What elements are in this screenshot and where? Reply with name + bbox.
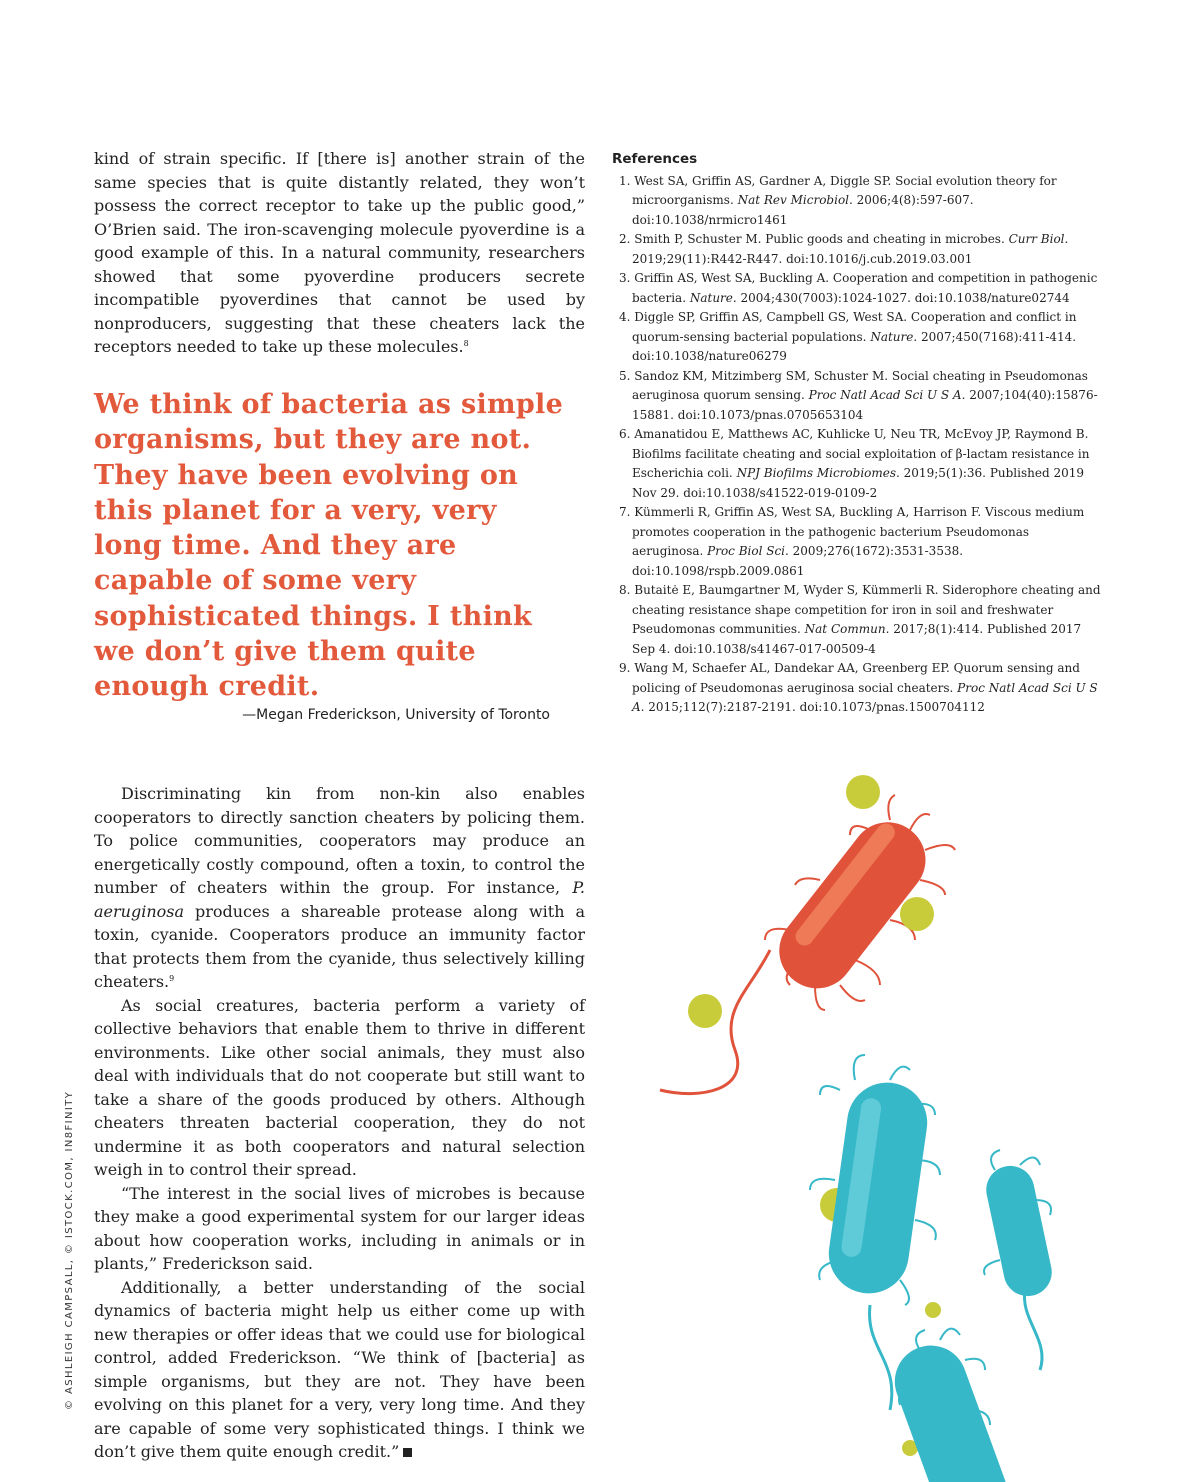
particle-dot (846, 775, 880, 809)
reference-item (612, 230, 1102, 269)
reference-authors-title: 1. West SA, Griffin AS, Gardner A, Diggle SP. Social evolution theory for microorganisms. (619, 173, 1057, 207)
reference-citation[interactable]: 2019;5(1):36. Published 2019 Nov 29. doi:10.1038/s41522-019-0109-2 (632, 466, 1084, 500)
reference-authors-title: 4. Diggle SP, Griffin AS, Campbell GS, West SA. Cooperation and conflict in quorum-sensing bacterial populations. (619, 310, 1077, 344)
references-section (612, 150, 1102, 718)
bacteria-illustration (640, 760, 1180, 1482)
references-heading: References (612, 151, 698, 167)
paragraph (94, 782, 585, 994)
reference-journal: Nat Rev Microbiol. (737, 193, 853, 207)
pull-quote: We think of bacteria as simple organisms, but they are not. They have been evolving on this planet for a very, very long time. And they are capable of some very sophisticated things. I think we don’t give them quite enough credit. (94, 389, 564, 703)
photo-credit: © ASHLEIGH CAMPSALL, © ISTOCK.COM, IN8FINITY (64, 1090, 75, 1410)
red-bacterium-icon (660, 795, 955, 1094)
reference-citation[interactable]: 2006;4(8):597-607. doi:10.1038/nrmicro1461 (632, 193, 974, 227)
paragraph (94, 147, 585, 359)
reference-authors-title: 8. Butaitė E, Baumgartner M, Wyder S, Kümmerli R. Siderophore cheating and cheating resistance shape competition for iron in soil and freshwater Pseudomonas communities. (619, 583, 1101, 636)
paragraph-text: produces a shareable protease along with a toxin, cyanide. Cooperators produce an immunity factor that protects them from the cyanide, thus selectively killing cheaters. (94, 901, 585, 991)
reference-journal: Proc Natl Acad Sci U S A. (808, 388, 966, 402)
reference-journal: Nature. (870, 329, 918, 344)
paragraph (94, 1276, 585, 1464)
reference-authors-title: 6. Amanatidou E, Matthews AC, Kuhlicke U, Neu TR, McEvoy JP, Raymond B. Biofilms facilitate cheating and social exploitation of β-lactam resistance in Escherichia coli. (619, 427, 1090, 480)
reference-item (612, 581, 1102, 659)
reference-citation[interactable]: 2009;276(1672):3531-3538. doi:10.1098/rspb.2009.0861 (632, 544, 964, 578)
particle-dot (900, 897, 934, 931)
footnote-ref[interactable]: 9 (169, 974, 175, 983)
references-list (612, 172, 1102, 718)
reference-item (612, 308, 1102, 367)
reference-journal: Proc Biol Sci. (707, 544, 789, 558)
reference-journal: Nature. (689, 290, 737, 305)
particle-dot (688, 994, 722, 1028)
reference-citation[interactable]: 2007;450(7168):411-414. doi:10.1038/nature06279 (632, 329, 1077, 363)
article-text-bottom (94, 782, 585, 1464)
reference-item (612, 503, 1102, 581)
reference-citation[interactable]: 2017;8(1):414. Published 2017 Sep 4. doi:10.1038/s41467-017-00509-4 (632, 622, 1082, 656)
reference-authors-title: 7. Kümmerli R, Griffin AS, West SA, Buckling A, Harrison F. Viscous medium promotes cooperation in the pathogenic bacterium Pseudomonas aeruginosa. (619, 505, 1085, 558)
blue-bacterium-icon (982, 1150, 1056, 1370)
reference-item (612, 425, 1102, 503)
paragraph-text: Discriminating kin from non-kin also enables cooperators to directly sanction cheaters by policing them. To police communities, cooperators may produce an energetically costly compound, often a toxin, to control the number of cheaters within the group. For instance, (94, 784, 585, 897)
quote-attribution: —Megan Frederickson, University of Toronto (242, 707, 550, 723)
reference-journal: Nat Commun. (804, 622, 890, 636)
reference-citation[interactable]: 2015;112(7):2187-2191. doi:10.1073/pnas.1500704112 (644, 700, 985, 714)
particle-dot (925, 1302, 941, 1318)
reference-item (612, 269, 1102, 308)
paragraph: “The interest in the social lives of microbes is because they make a good experimental system for our larger ideas about how cooperation works, including in animals or in plants,” Frederickson said. (94, 1183, 585, 1273)
blue-bacterium-icon (885, 1329, 1018, 1482)
reference-authors-title: 5. Sandoz KM, Mitzimberg SM, Schuster M. Social cheating in Pseudomonas aeruginosa quorum sensing. (619, 368, 1088, 402)
reference-journal: NPJ Biofilms Microbiomes. (736, 466, 900, 480)
reference-citation[interactable]: 2004;430(7003):1024-1027. doi:10.1038/nature02744 (736, 290, 1070, 305)
species-name: P. aeruginosa (94, 878, 585, 921)
reference-authors-title: 3. Griffin AS, West SA, Buckling A. Cooperation and competition in pathogenic bacteria. (619, 271, 1098, 305)
reference-citation[interactable]: 2007;104(40):15876-15881. doi:10.1073/pnas.0705653104 (632, 388, 1098, 422)
end-mark-icon (403, 1448, 412, 1457)
paragraph-text: Additionally, a better understanding of the social dynamics of bacteria might help us either come up with new therapies or offer ideas that we could use for biological control, added Frederickson. “We think of [bacteria] as simple organisms, but they are not. They have been evolving on this planet for a very, very long time. And they are capable of some very sophisticated things. I think we don’t give them quite enough credit.” (94, 1277, 585, 1461)
reference-item (612, 367, 1102, 426)
article-text-top (94, 147, 585, 359)
reference-authors-title: 9. Wang M, Schaefer AL, Dandekar AA, Greenberg EP. Quorum sensing and policing of Pseudomonas aeruginosa social cheaters. (619, 661, 1080, 695)
reference-journal: Proc Natl Acad Sci U S A. (632, 680, 1098, 714)
reference-authors-title: 2. Smith P, Schuster M. Public goods and cheating in microbes. (619, 232, 1009, 246)
reference-item (612, 659, 1102, 718)
reference-journal: Curr Biol. (1008, 232, 1069, 246)
paragraph: As social creatures, bacteria perform a variety of collective behaviors that enable them to thrive in different environments. Like other social animals, they must also deal with individuals that do not cooperate but still want to take a share of the goods produced by others. Although cheaters threaten bacterial cooperation, they do not undermine it as both cooperators and natural selection weigh in to control their spread. (94, 995, 585, 1179)
reference-citation[interactable]: 2019;29(11):R442-R447. doi:10.1016/j.cub.2019.03.001 (632, 251, 973, 266)
footnote-ref[interactable]: 8 (463, 339, 469, 348)
paragraph-text: kind of strain specific. If [there is] another strain of the same species that is quite distantly related, they won’t possess the correct receptor to take up the public good,” O’Brien said. The iron-scavenging molecule pyoverdine is a good example of this. In a natural community, researchers showed that some pyoverdine producers secrete incompatible pyoverdines that cannot be used by nonproducers, suggesting that these cheaters lack the receptors needed to take up these molecules. (94, 149, 585, 356)
reference-item (612, 172, 1102, 231)
